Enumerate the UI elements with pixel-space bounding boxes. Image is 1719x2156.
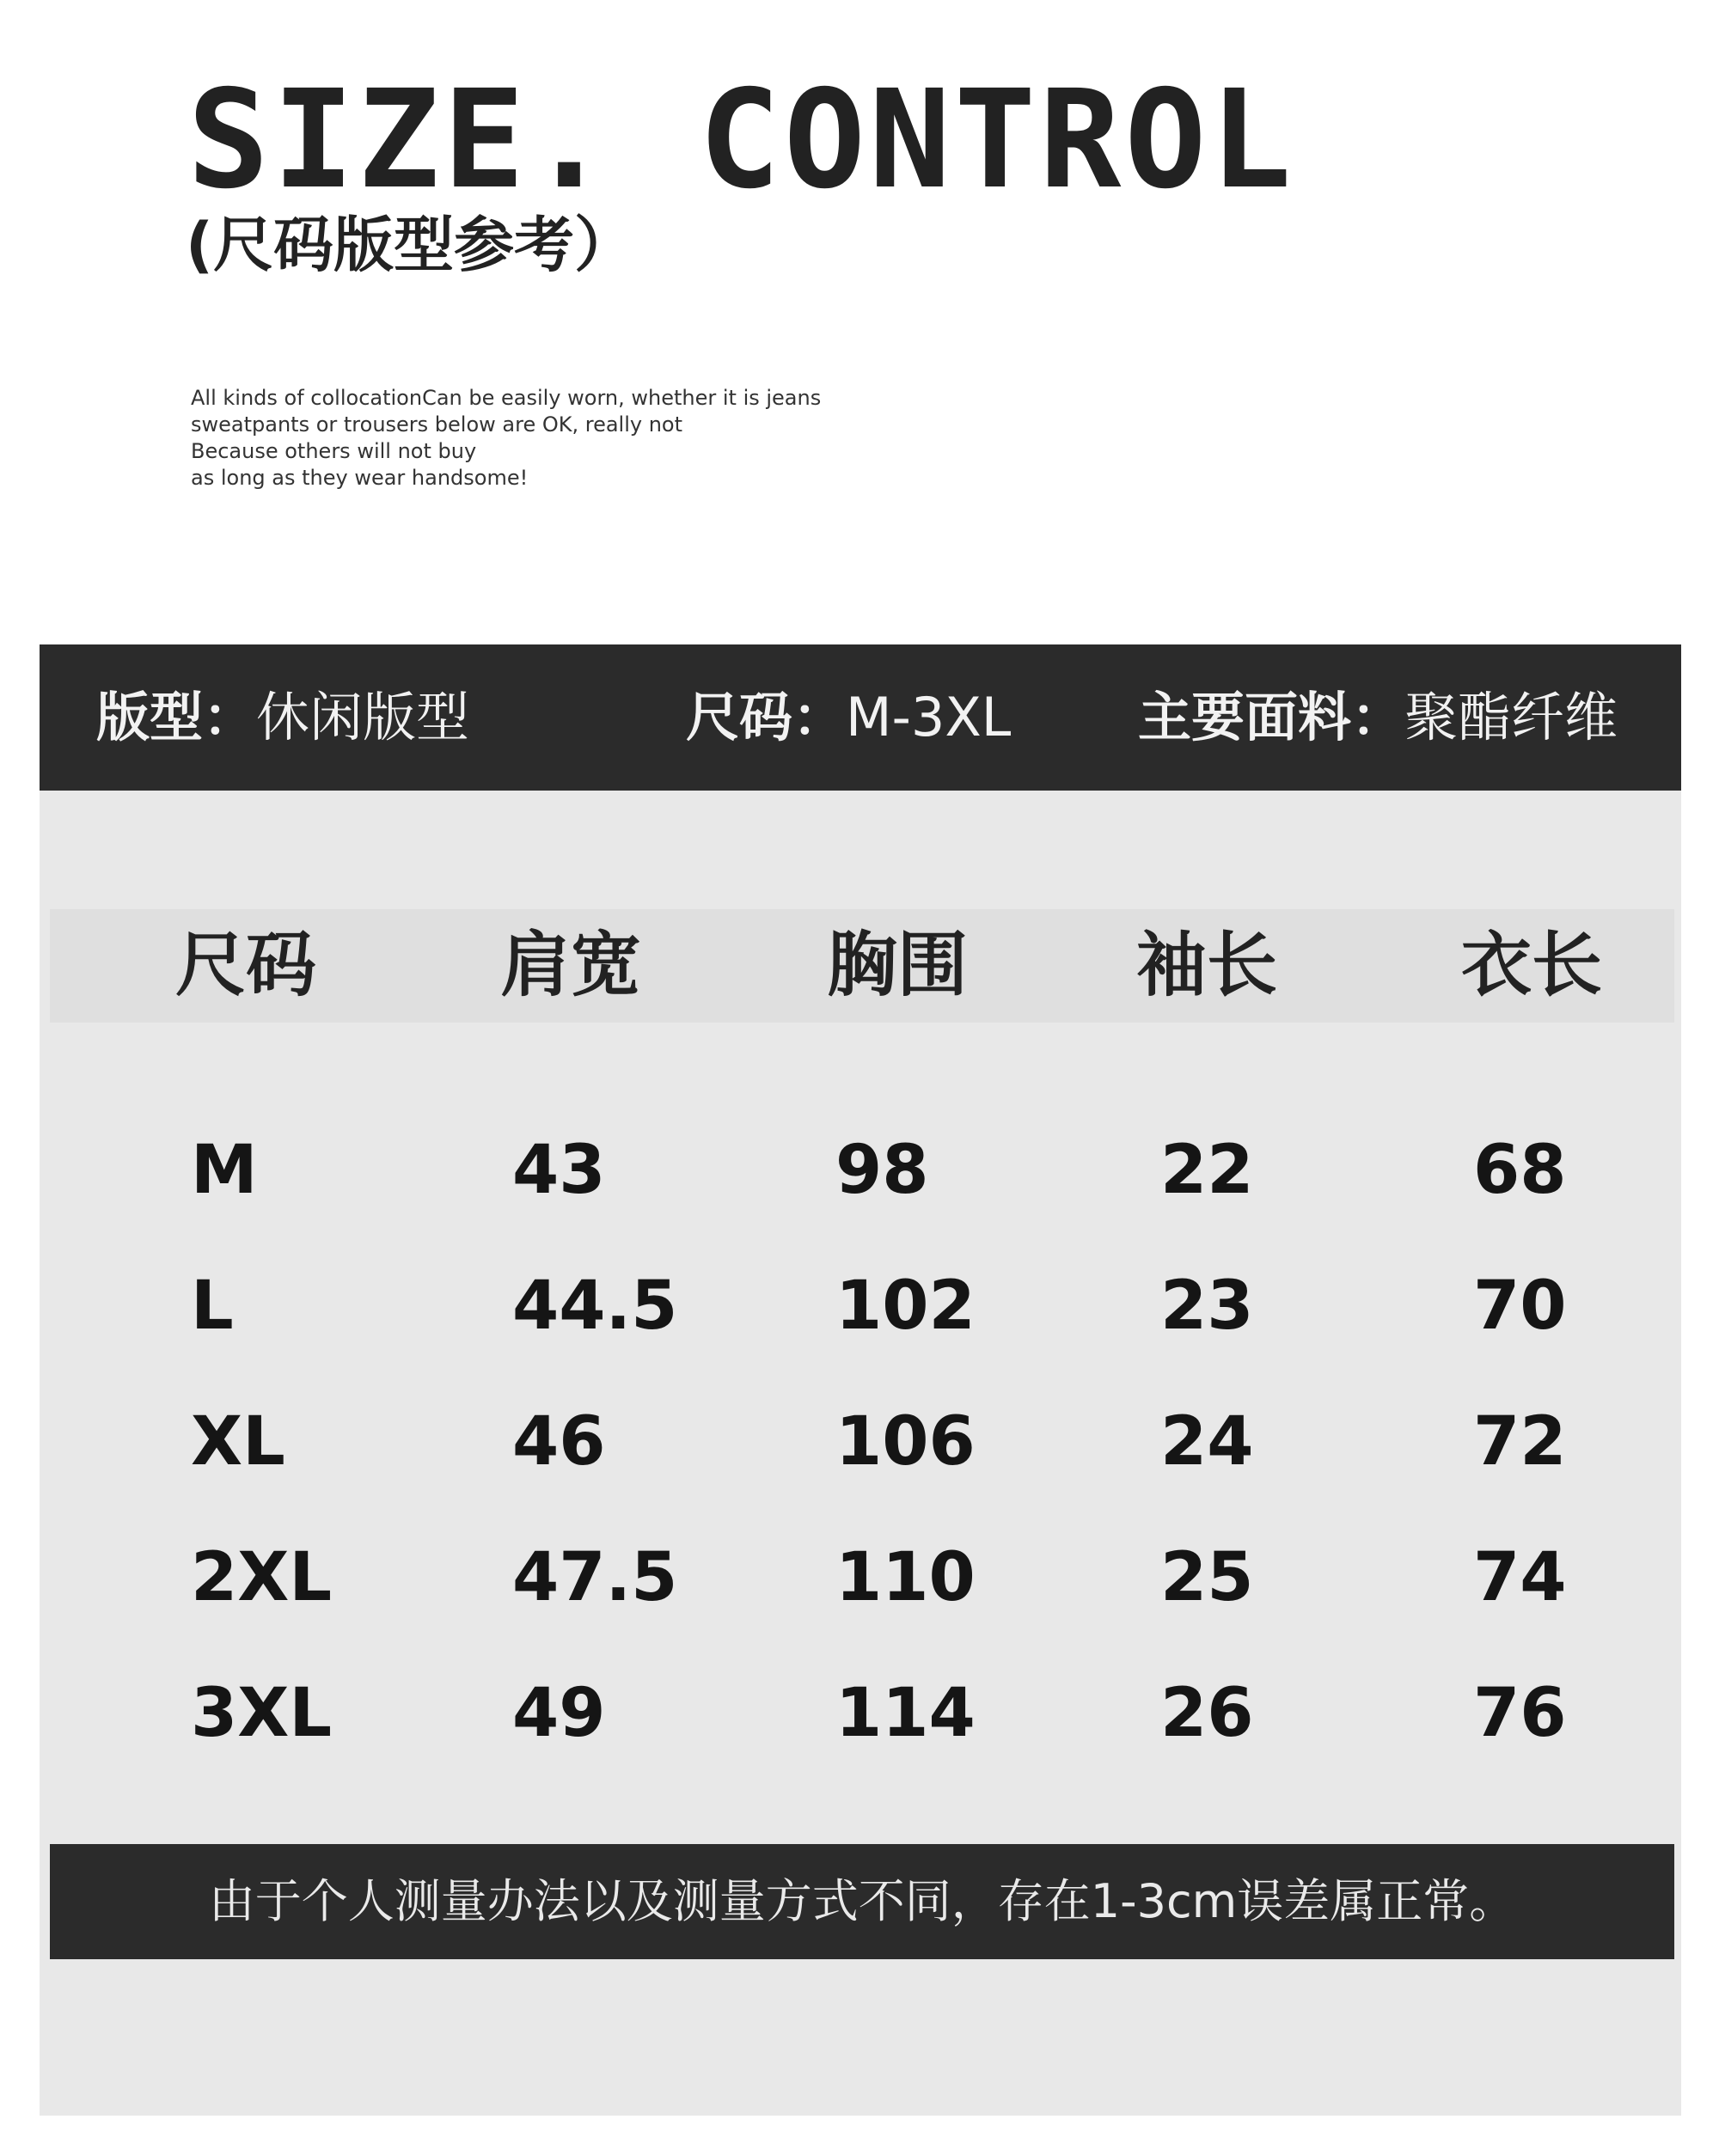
column-header-length: 衣长 <box>1461 925 1603 1006</box>
size-range-info <box>686 644 1011 791</box>
cell-chest: 114 <box>835 1675 976 1752</box>
cell-chest: 106 <box>835 1403 976 1481</box>
cell-size: XL <box>191 1403 285 1481</box>
column-header-sleeve: 袖长 <box>1136 925 1278 1006</box>
cell-length: 68 <box>1473 1132 1567 1209</box>
blurb-line: sweatpants or trousers below are OK, really not <box>191 412 683 437</box>
column-header-shoulder: 肩宽 <box>500 925 642 1006</box>
cell-chest: 98 <box>835 1132 929 1209</box>
cell-chest: 110 <box>835 1539 976 1616</box>
fabric-value: 聚酯纤维 <box>1404 686 1618 748</box>
cell-length: 74 <box>1473 1539 1567 1616</box>
product-info-bar <box>40 644 1681 791</box>
cell-sleeve: 23 <box>1160 1267 1254 1345</box>
cell-sleeve: 25 <box>1160 1539 1254 1616</box>
size-range-value: M-3XL <box>846 686 1012 748</box>
blurb-line: All kinds of collocationCan be easily worn, whether it is jeans <box>191 386 822 410</box>
column-header-size: 尺码 <box>175 925 317 1006</box>
page-subtitle: (尺码版型参考） <box>186 210 634 280</box>
cell-length: 76 <box>1473 1675 1567 1752</box>
cell-size: M <box>191 1132 258 1209</box>
cell-size: L <box>191 1267 234 1345</box>
cell-shoulder: 44.5 <box>512 1267 678 1345</box>
cell-sleeve: 24 <box>1160 1403 1254 1481</box>
cell-shoulder: 49 <box>512 1675 606 1752</box>
cell-size: 3XL <box>191 1675 333 1752</box>
cell-shoulder: 43 <box>512 1132 606 1209</box>
cell-size: 2XL <box>191 1539 333 1616</box>
cell-length: 72 <box>1473 1403 1567 1481</box>
cell-sleeve: 22 <box>1160 1132 1254 1209</box>
fabric-info <box>1138 644 1618 791</box>
page-title: SIZE. CONTROL <box>187 61 1295 219</box>
cell-length: 70 <box>1473 1267 1567 1345</box>
fit-label: 版型： <box>96 686 257 748</box>
cell-sleeve: 26 <box>1160 1675 1254 1752</box>
size-range-label: 尺码： <box>686 686 847 748</box>
description-blurb <box>191 385 964 492</box>
blurb-line: Because others will not buy <box>191 439 477 463</box>
fit-info <box>96 644 469 791</box>
fabric-label: 主要面料： <box>1138 686 1405 748</box>
measurement-note: 由于个人测量办法以及测量方式不同，存在1-3cm误差属正常。 <box>50 1844 1674 1959</box>
cell-shoulder: 46 <box>512 1403 606 1481</box>
blurb-line: as long as they wear handsome! <box>191 466 529 490</box>
fit-value: 休闲版型 <box>256 686 470 748</box>
cell-shoulder: 47.5 <box>512 1539 678 1616</box>
column-header-chest: 胸围 <box>827 925 969 1006</box>
cell-chest: 102 <box>835 1267 976 1345</box>
